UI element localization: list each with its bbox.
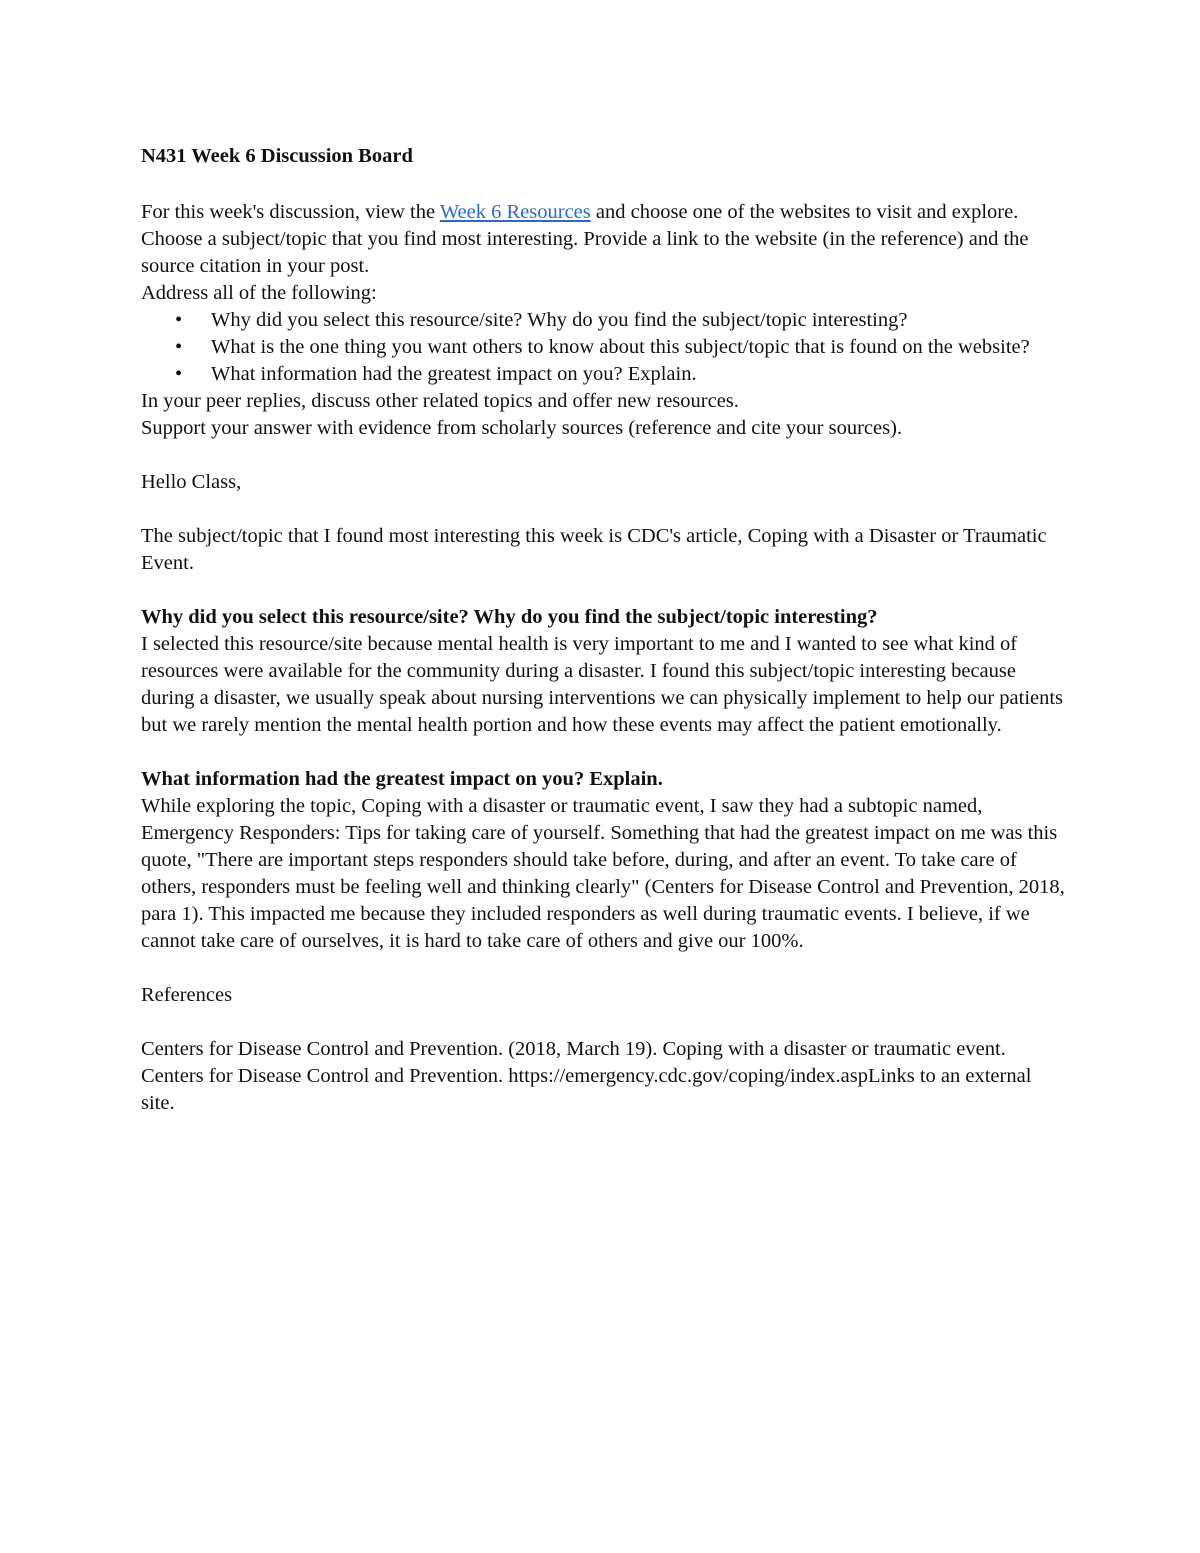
prompt-intro-after-link: and choose one of the websites to visit and explore. Choose a subject/topic that you find most interesting. Provide a link to the website (in the reference) and the source citation in your post. <box>141 201 1029 277</box>
spacer <box>141 172 1066 199</box>
spacer <box>141 442 1066 469</box>
section2-heading: What information had the greatest impact on you? Explain. <box>141 768 663 790</box>
reference-entry: Centers for Disease Control and Prevention. (2018, March 19). Coping with a disaster or traumatic event. Centers for Disease Control and Prevention. https://emergency.cdc.gov/coping/index.aspLinks to an external site. <box>141 1038 1032 1114</box>
spacer <box>141 955 1066 982</box>
document-page <box>141 140 1066 1117</box>
spacer <box>141 739 1066 766</box>
list-item <box>175 361 1066 388</box>
references-heading: References <box>141 984 233 1006</box>
bullet-text: What is the one thing you want others to know about this subject/topic that is found on the website? <box>211 336 1030 358</box>
prompt-intro-before-link: For this week's discussion, view the <box>141 201 440 223</box>
prompt-bullet-list <box>141 307 1066 388</box>
list-item <box>175 334 1066 361</box>
section2-body: While exploring the topic, Coping with a disaster or traumatic event, I saw they had a subtopic named, Emergency Responders: Tips for taking care of yourself. Something that had the greatest impact on me was this quote, "There are important steps responders should take before, during, and after an event. To take care of others, responders must be feeling well and thinking clearly" (Centers for Disease Control and Prevention, 2018, para 1). This impacted me because they included responders as well during traumatic events. I believe, if we cannot take care of ourselves, it is hard to take care of others and give our 100%. <box>141 795 1065 952</box>
support-instruction: Support your answer with evidence from scholarly sources (reference and cite your sources). <box>141 417 903 439</box>
prompt-intro <box>141 199 1066 280</box>
address-line: Address all of the following: <box>141 282 377 304</box>
spacer <box>141 577 1066 604</box>
peer-replies-instruction: In your peer replies, discuss other related topics and offer new resources. <box>141 390 739 412</box>
list-item <box>175 307 1066 334</box>
bullet-icon: • <box>175 309 183 331</box>
week-6-resources-link[interactable]: Week 6 Resources <box>439 201 591 223</box>
bullet-icon: • <box>175 336 183 358</box>
spacer <box>141 1009 1066 1036</box>
document-title: N431 Week 6 Discussion Board <box>141 145 413 167</box>
topic-intro: The subject/topic that I found most interesting this week is CDC's article, Coping with a Disaster or Traumatic Event. <box>141 525 1047 574</box>
bullet-text: What information had the greatest impact on you? Explain. <box>211 363 697 385</box>
bullet-text: Why did you select this resource/site? Why do you find the subject/topic interesting? <box>211 309 908 331</box>
section1-heading: Why did you select this resource/site? Why do you find the subject/topic interesting? <box>141 606 878 628</box>
greeting: Hello Class, <box>141 471 242 493</box>
bullet-icon: • <box>175 363 183 385</box>
section1-body: I selected this resource/site because mental health is very important to me and I wanted to see what kind of resources were available for the community during a disaster. I found this subject/topic interesting because during a disaster, we usually speak about nursing interventions we can physically implement to help our patients but we rarely mention the mental health portion and how these events may affect the patient emotionally. <box>141 633 1064 736</box>
spacer <box>141 496 1066 523</box>
